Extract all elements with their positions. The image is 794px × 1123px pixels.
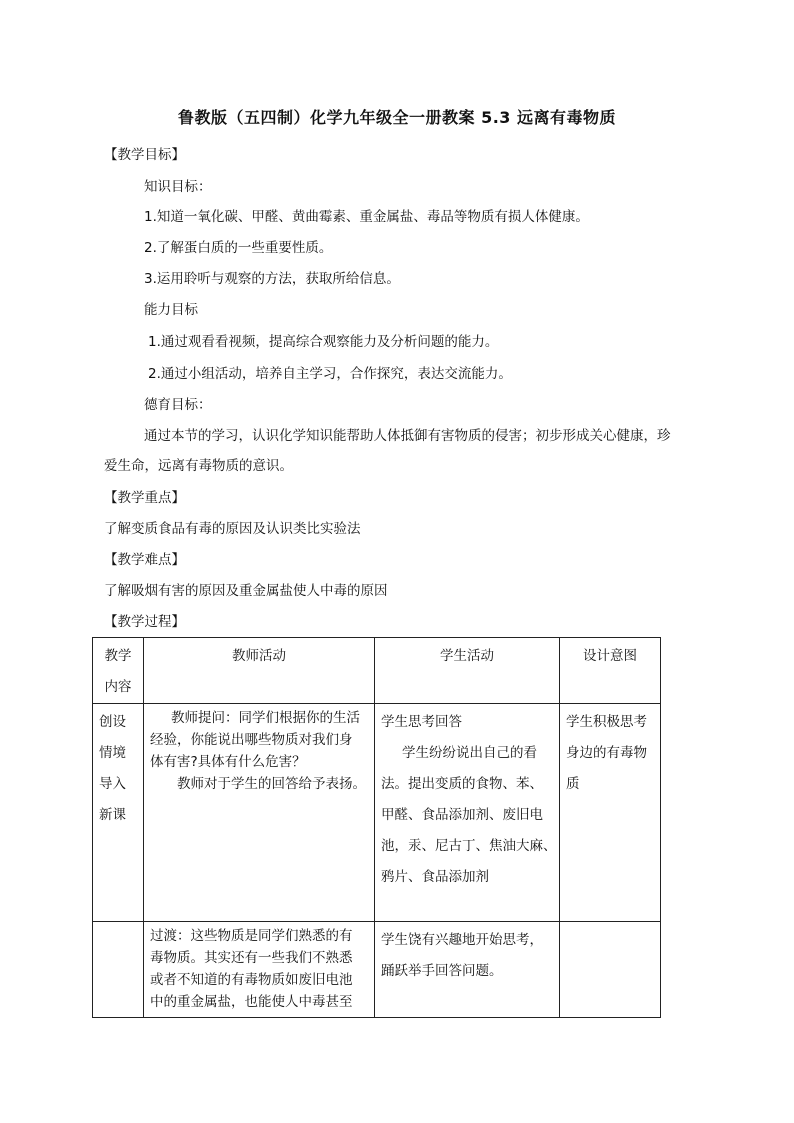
key-points-text: 了解变质食品有毒的原因及认识类比实验法 [104, 521, 361, 537]
teacher-line: 毒物质。其实还有一些我们不熟悉 [150, 950, 353, 966]
teacher-line: 或者不知道的有毒物质如废旧电池 [150, 972, 353, 988]
design-line: 身边的有毒物 [566, 745, 647, 761]
content-line: 创设 [99, 714, 126, 730]
difficult-points-heading: 【教学难点】 [104, 552, 185, 568]
process-heading: 【教学过程】 [104, 614, 185, 630]
document-title: 鲁教版（五四制）化学九年级全一册教案 5.3 远离有毒物质 [178, 108, 616, 127]
header-student-label: 学生活动 [440, 648, 494, 664]
knowledge-item: 3.运用聆听与观察的方法，获取所给信息。 [144, 271, 400, 287]
process-table [92, 637, 661, 1018]
content-line: 导入 [99, 776, 126, 792]
knowledge-item: 2.了解蛋白质的一些重要性质。 [144, 240, 333, 256]
student-line: 池，汞、尼古丁、焦油大麻、 [381, 838, 557, 854]
teacher-line: 教师提问：同学们根据你的生活 [171, 710, 360, 726]
design-line: 质 [566, 776, 580, 792]
header-teacher-label: 教师活动 [232, 648, 286, 664]
header-content [93, 638, 144, 704]
row-teacher-cell [144, 704, 375, 922]
row-content-cell [93, 922, 144, 1018]
header-content-line: 内容 [104, 679, 132, 695]
header-teacher [144, 638, 375, 704]
row-design-cell [560, 704, 661, 922]
teacher-line: 教师对于学生的回答给予表扬。 [177, 776, 366, 792]
student-line: 法。提出变质的食物、苯、 [381, 776, 543, 792]
key-points-heading: 【教学重点】 [104, 490, 185, 506]
knowledge-heading: 知识目标： [144, 179, 212, 195]
teacher-line: 经验，你能说出哪些物质对我们身 [150, 732, 353, 748]
row-teacher-cell [144, 922, 375, 1018]
student-line: 学生纷纷说出自己的看 [402, 745, 537, 761]
teacher-line: 中的重金属盐，也能使人中毒甚至 [150, 994, 353, 1010]
ability-item: 1.通过观看看视频，提高综合观察能力及分析问题的能力。 [148, 334, 499, 350]
student-line: 甲醛、食品添加剂、废旧电 [381, 807, 543, 823]
difficult-points-text: 了解吸烟有害的原因及重金属盐使人中毒的原因 [104, 583, 388, 599]
row-content-cell [93, 704, 144, 922]
header-student [375, 638, 560, 704]
student-line: 踊跃举手回答问题。 [381, 963, 503, 979]
table-row [93, 922, 661, 1018]
teacher-line: 过渡：这些物质是同学们熟悉的有 [150, 928, 353, 944]
knowledge-item: 1.知道一氧化碳、甲醛、黄曲霉素、重金属盐、毒品等物质有损人体健康。 [144, 209, 589, 225]
moral-text: 爱生命，远离有毒物质的意识。 [104, 458, 293, 474]
header-design [560, 638, 661, 704]
design-line: 学生积极思考 [566, 714, 647, 730]
ability-item: 2.通过小组活动，培养自主学习，合作探究，表达交流能力。 [148, 366, 512, 382]
teacher-line: 体有害?具体有什么危害？ [150, 754, 306, 770]
row-design-cell [560, 922, 661, 1018]
row-student-cell [375, 704, 560, 922]
table-row [93, 704, 661, 922]
table-header-row [93, 638, 661, 704]
objectives-heading: 【教学目标】 [104, 147, 185, 163]
content-line: 新课 [99, 807, 126, 823]
moral-text: 通过本节的学习，认识化学知识能帮助人体抵御有害物质的侵害；初步形成关心健康，珍 [144, 428, 671, 444]
student-line: 鸦片、食品添加剂 [381, 869, 489, 885]
header-design-label: 设计意图 [583, 648, 637, 664]
header-content-line: 教学 [104, 648, 132, 664]
content-line: 情境 [99, 745, 126, 761]
student-line: 学生思考回答 [381, 714, 462, 730]
ability-heading: 能力目标 [144, 302, 198, 318]
student-line: 学生饶有兴趣地开始思考， [381, 932, 543, 948]
row-student-cell [375, 922, 560, 1018]
moral-heading: 德育目标： [144, 397, 212, 413]
